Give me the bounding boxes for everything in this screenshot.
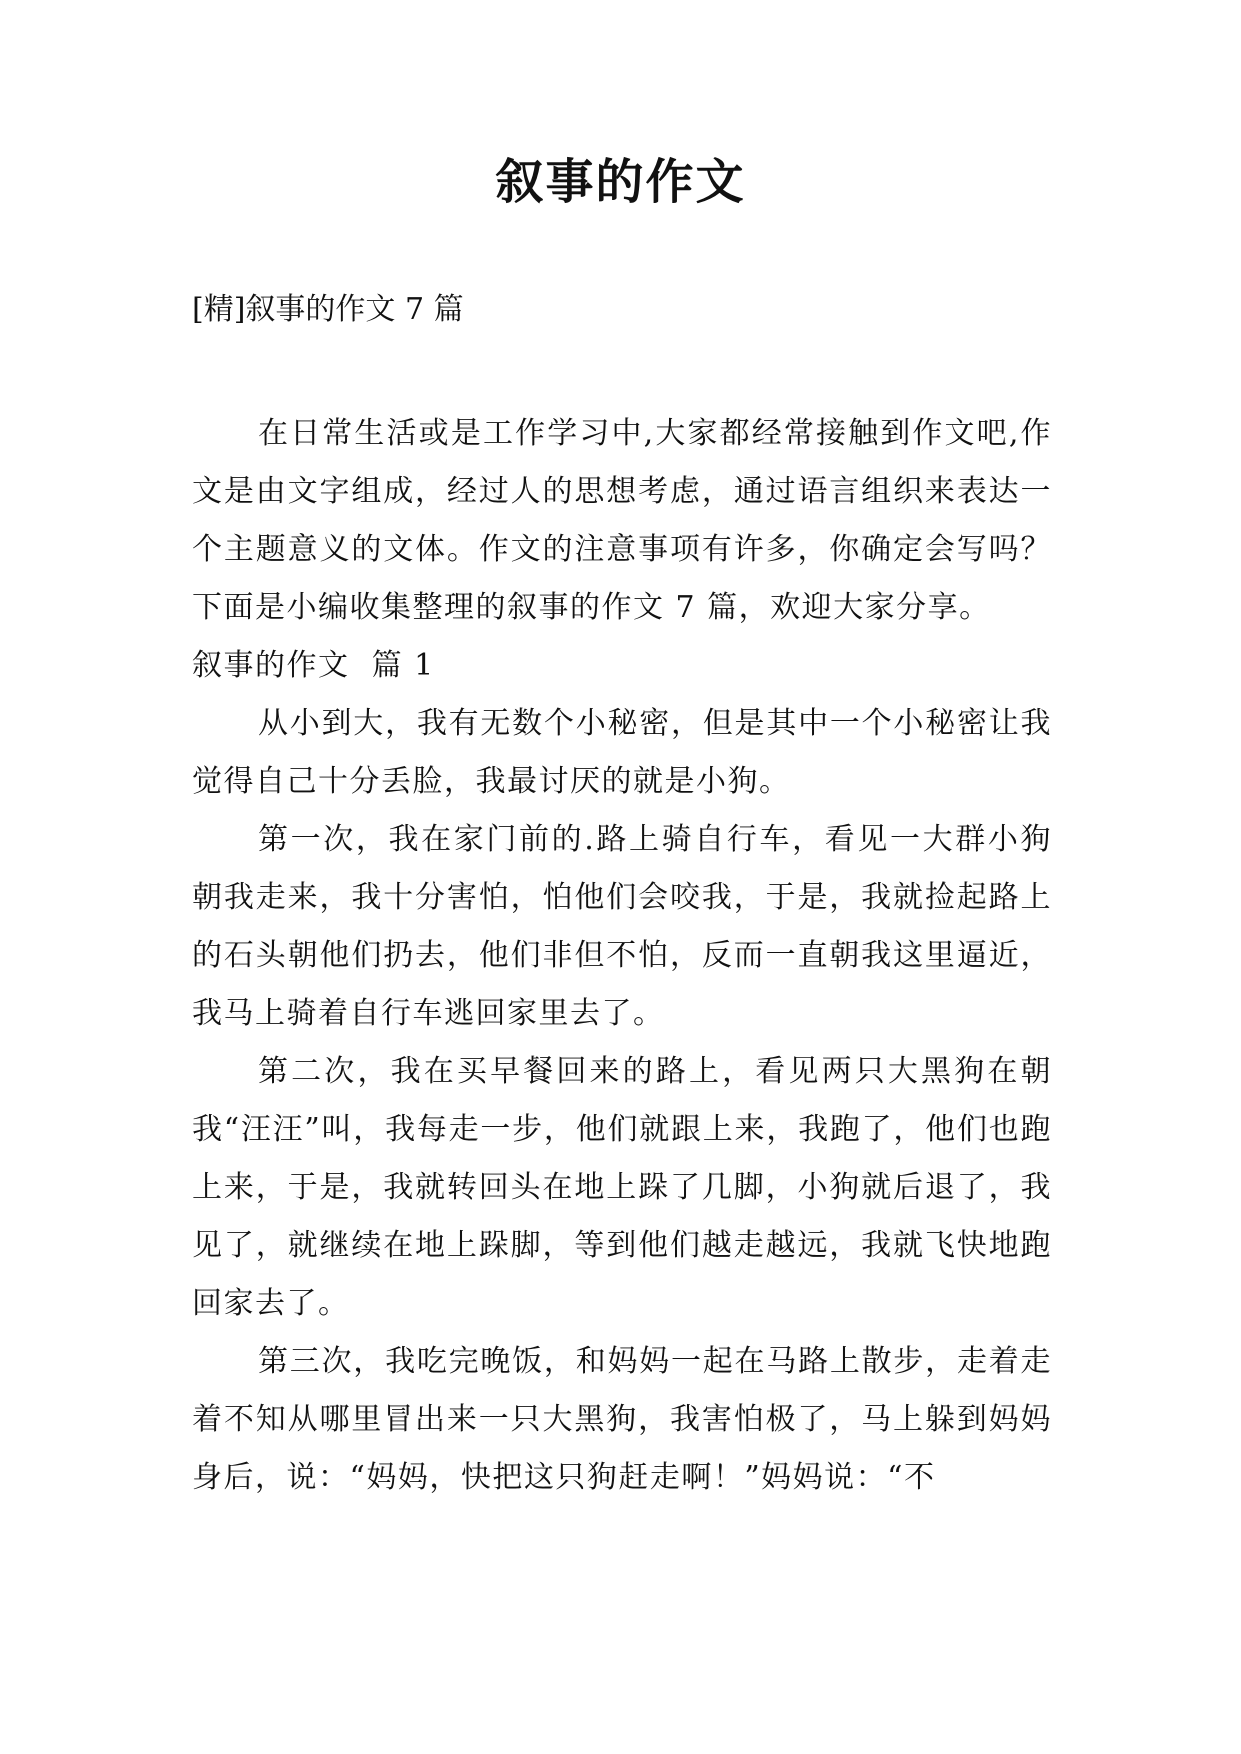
document-subtitle: [精]叙事的作文 7 篇: [192, 292, 464, 327]
section-heading: 叙事的作文 篇 1: [192, 648, 435, 683]
body-paragraph-1: 从小到大，我有无数个小秘密，但是其中一个小秘密让我觉得自己十分丢脸，我最讨厌的就是小狗。: [192, 706, 1052, 799]
document-title: 叙事的作文: [495, 154, 746, 210]
body-paragraph-4: 第三次，我吃完晚饭，和妈妈一起在马路上散步，走着走着不知从哪里冒出来一只大黑狗，我害怕极了，马上躲到妈妈身后，说：“妈妈，快把这只狗赶走啊！”妈妈说：“不: [192, 1344, 1052, 1495]
document-body: [192, 405, 1052, 1507]
body-paragraph-3: 第二次，我在买早餐回来的路上，看见两只大黑狗在朝我“汪汪”叫，我每走一步，他们就跟上来，我跑了，他们也跑上来，于是，我就转回头在地上跺了几脚，小狗就后退了，我见了，就继续在地上跺脚，等到他们越走越远，我就飞快地跑回家去了。: [192, 1054, 1052, 1321]
body-paragraph-2: 第一次，我在家门前的.路上骑自行车，看见一大群小狗朝我走来，我十分害怕，怕他们会咬我，于是，我就捡起路上的石头朝他们扔去，他们非但不怕，反而一直朝我这里逼近，我马上骑着自行车逃回家里去了。: [192, 822, 1052, 1031]
intro-paragraph: 在日常生活或是工作学习中,大家都经常接触到作文吧,作文是由文字组成，经过人的思想考虑，通过语言组织来表达一个主题意义的文体。作文的注意事项有许多，你确定会写吗？下面是小编收集整理的叙事的作文 7 篇，欢迎大家分享。: [192, 416, 1052, 625]
